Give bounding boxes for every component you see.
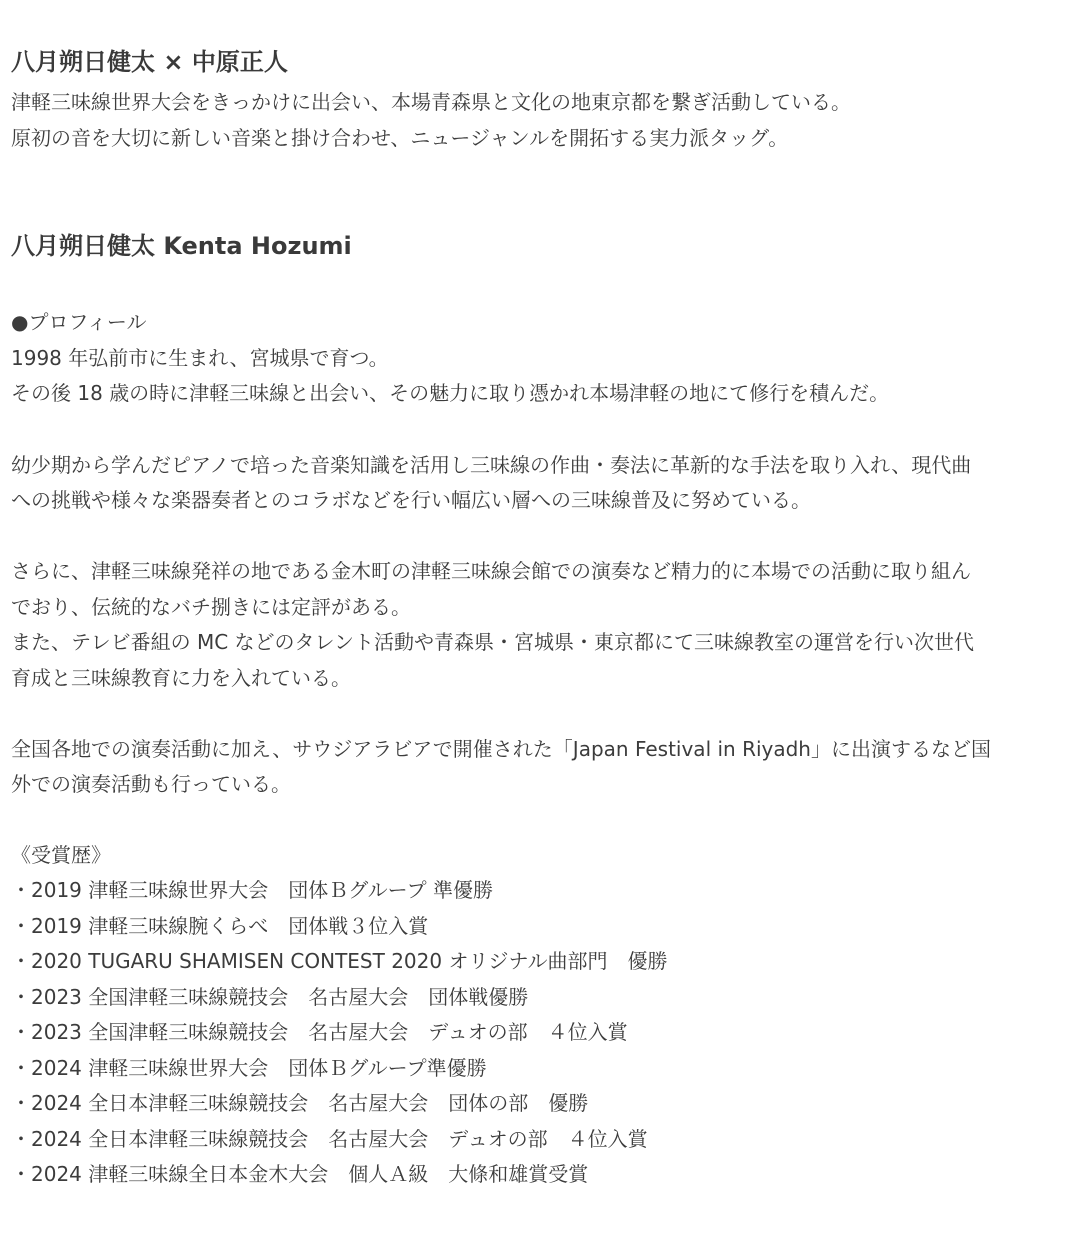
award-item: ・2023 全国津軽三味線競技会 名古屋大会 団体戦優勝 xyxy=(11,985,529,1009)
profile-para3-line1: さらに、津軽三味線発祥の地である金木町の津軽三味線会館での演奏など精力的に本場での活動に取り組ん xyxy=(11,559,971,583)
profile-heading: ●プロフィール xyxy=(11,310,147,334)
profile-para1-line1: 1998 年弘前市に生まれ、宮城県で育つ。 xyxy=(11,346,389,370)
profile-para3-line4: 育成と三味線教育に力を入れている。 xyxy=(11,666,351,690)
duo-line-1: 津軽三味線世界大会をきっかけに出会い、本場青森県と文化の地東京都を繋ぎ活動している。 xyxy=(11,90,851,114)
profile-para3-line2: でおり、伝統的なバチ捌きには定評がある。 xyxy=(11,595,411,619)
award-item: ・2024 津軽三味線全日本金木大会 個人Ａ級 大條和雄賞受賞 xyxy=(11,1162,589,1186)
award-item: ・2020 TUGARU SHAMISEN CONTEST 2020 オリジナル曲部門 優勝 xyxy=(11,949,668,973)
duo-title: 八月朔日健太 × 中原正人 xyxy=(11,48,288,76)
profile-para2-line1: 幼少期から学んだピアノで培った音楽知識を活用し三味線の作曲・奏法に革新的な手法を取り入れ、現代曲 xyxy=(11,453,972,477)
profile-para1-line2: その後 18 歳の時に津軽三味線と出会い、その魅力に取り憑かれ本場津軽の地にて修行を積んだ。 xyxy=(11,381,890,405)
profile-para4-line2: 外での演奏活動も行っている。 xyxy=(11,772,291,796)
profile-para4-line1: 全国各地での演奏活動に加え、サウジアラビアで開催された「Japan Festival in Riyadh」に出演するなど国 xyxy=(11,737,991,761)
award-item: ・2024 津軽三味線世界大会 団体Ｂグループ準優勝 xyxy=(11,1056,487,1080)
award-item: ・2019 津軽三味線世界大会 団体Ｂグループ 準優勝 xyxy=(11,878,494,902)
award-item: ・2024 全日本津軽三味線競技会 名古屋大会 デュオの部 ４位入賞 xyxy=(11,1127,648,1151)
profile-para3-line3: また、テレビ番組の MC などのタレント活動や青森県・宮城県・東京都にて三味線教室の運営を行い次世代 xyxy=(11,630,975,654)
awards-heading: 《受賞歴》 xyxy=(11,843,111,867)
award-item: ・2023 全国津軽三味線競技会 名古屋大会 デュオの部 ４位入賞 xyxy=(11,1020,628,1044)
award-item: ・2019 津軽三味線腕くらべ 団体戦３位入賞 xyxy=(11,914,429,938)
duo-line-2: 原初の音を大切に新しい音楽と掛け合わせ、ニュージャンルを開拓する実力派タッグ。 xyxy=(11,126,789,150)
profile-title: 八月朔日健太 Kenta Hozumi xyxy=(11,232,352,260)
award-item: ・2024 全日本津軽三味線競技会 名古屋大会 団体の部 優勝 xyxy=(11,1091,589,1115)
profile-para2-line2: への挑戦や様々な楽器奏者とのコラボなどを行い幅広い層への三味線普及に努めている。 xyxy=(11,488,811,512)
